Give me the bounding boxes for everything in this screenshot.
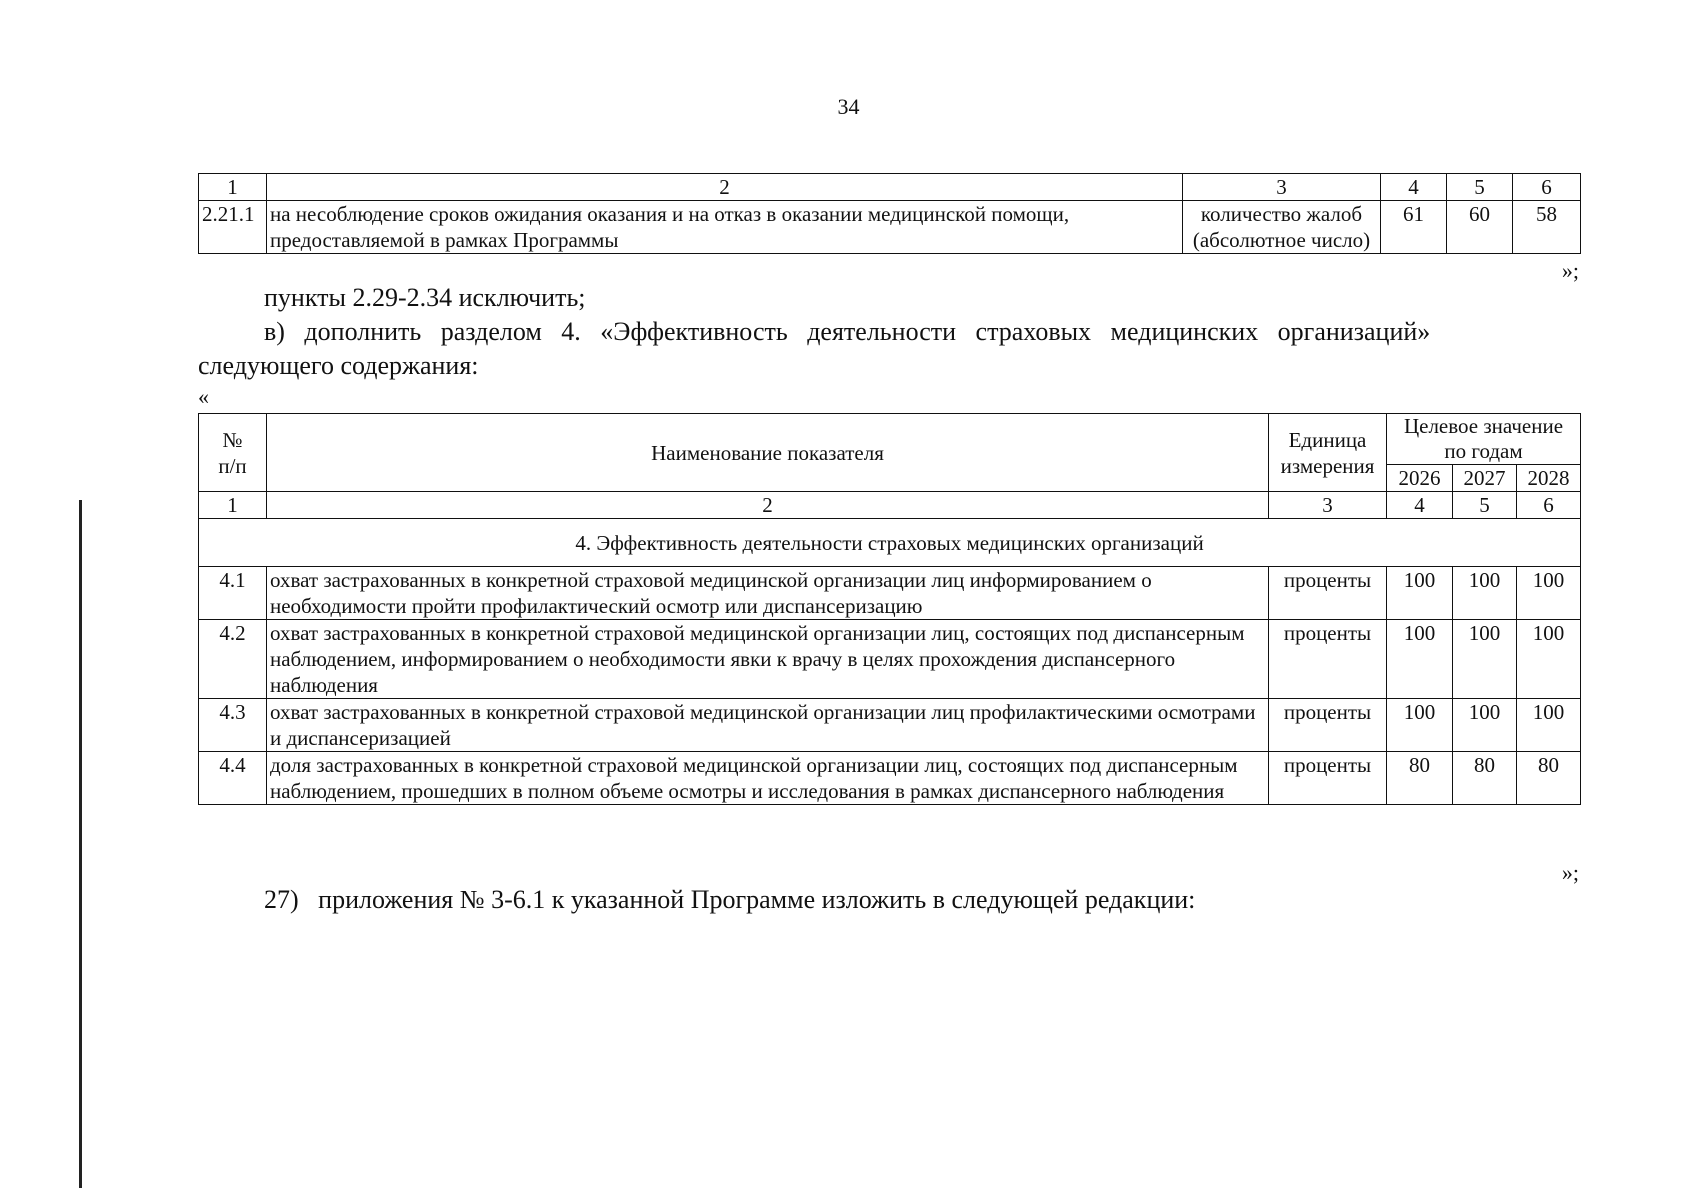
- header-num-line: №: [222, 427, 243, 452]
- header-name: Наименование показателя: [267, 414, 1269, 492]
- row-unit: проценты: [1269, 752, 1387, 805]
- row-value: 100: [1517, 620, 1581, 699]
- row-name: [267, 201, 1183, 254]
- row-value: 61: [1381, 201, 1447, 254]
- header-num-line: п/п: [218, 453, 247, 478]
- row-number: 4.1: [199, 567, 267, 620]
- row-value: 100: [1517, 699, 1581, 752]
- row-value: 80: [1387, 752, 1453, 805]
- header-year: 2028: [1517, 465, 1581, 492]
- table-row: [199, 752, 1581, 805]
- row-value: 100: [1453, 620, 1517, 699]
- table-row: [199, 567, 1581, 620]
- row-unit: [1183, 201, 1381, 254]
- row-unit: проценты: [1269, 699, 1387, 752]
- closing-quote: »;: [1561, 258, 1579, 283]
- section-title: 4. Эффективность деятельности страховых медицинских организаций: [199, 519, 1581, 567]
- row-value: 80: [1453, 752, 1517, 805]
- col-index: 2: [267, 492, 1269, 519]
- col-index: 2: [267, 174, 1183, 201]
- col-index: 6: [1517, 492, 1581, 519]
- row-value: 100: [1517, 567, 1581, 620]
- row-name: охват застрахованных в конкретной страховой медицинской организации лиц информированием о необходимости пройти профилактический осмотр или диспансеризацию: [267, 567, 1269, 620]
- row-name: охват застрахованных в конкретной страховой медицинской организации лиц, состоящих под диспансерным наблюдением, информированием о необходимости явки к врачу в целях прохождения диспансерного наблюдения: [267, 620, 1269, 699]
- row-unit-line: количество жалоб: [1200, 202, 1363, 226]
- row-unit: проценты: [1269, 567, 1387, 620]
- header-target: [1387, 414, 1581, 465]
- paragraph-line: пункты 2.29-2.34 исключить;: [264, 283, 586, 312]
- header-unit-line: Единица: [1288, 427, 1367, 452]
- row-name: доля застрахованных в конкретной страховой медицинской организации лиц, состоящих под диспансерным наблюдением, прошедших в полном объеме осмотры и исследования в рамках диспансерного наблюдения: [267, 752, 1269, 805]
- row-unit: проценты: [1269, 620, 1387, 699]
- row-value: 100: [1453, 567, 1517, 620]
- col-index: 1: [199, 492, 267, 519]
- page-number: 34: [837, 94, 860, 119]
- row-number: 2.21.1: [199, 201, 267, 254]
- table-header-row: [199, 414, 1581, 465]
- header-year: 2026: [1387, 465, 1453, 492]
- header-unit-line: измерения: [1280, 453, 1375, 478]
- col-index: 4: [1387, 492, 1453, 519]
- closing-quote: »;: [1561, 860, 1579, 885]
- paragraph-line: в) дополнить разделом 4. «Эффективность деятельности страховых медицинских организаций»: [264, 317, 1431, 346]
- row-value: 60: [1447, 201, 1513, 254]
- row-value: 100: [1453, 699, 1517, 752]
- opening-quote: «: [198, 384, 209, 409]
- final-paragraph: 27) приложения № 3-6.1 к указанной Программе изложить в следующей редакции:: [264, 885, 1196, 914]
- section-title-row: [199, 519, 1581, 567]
- row-value: 100: [1387, 620, 1453, 699]
- row-value: 58: [1513, 201, 1581, 254]
- col-index: 3: [1183, 174, 1381, 201]
- row-value: 80: [1517, 752, 1581, 805]
- table-row: [199, 620, 1581, 699]
- row-name-line: на несоблюдение сроков ожидания оказания и на отказ в оказании медицинской помощи,: [270, 202, 1070, 226]
- indicators-table-continued: [198, 173, 1581, 254]
- header-target-line: по годам: [1444, 439, 1523, 463]
- row-name: охват застрахованных в конкретной страховой медицинской организации лиц профилактическими осмотрами и диспансеризацией: [267, 699, 1269, 752]
- header-num: [199, 414, 267, 492]
- index-row: [199, 492, 1581, 519]
- scan-margin-line: [79, 500, 82, 1188]
- col-index: 1: [199, 174, 267, 201]
- row-number: 4.2: [199, 620, 267, 699]
- col-index: 4: [1381, 174, 1447, 201]
- row-unit-line: (абсолютное число): [1192, 228, 1371, 252]
- col-index: 6: [1513, 174, 1581, 201]
- col-index: 5: [1453, 492, 1517, 519]
- row-name-line: предоставляемой в рамках Программы: [270, 228, 619, 252]
- col-index: 3: [1269, 492, 1387, 519]
- table-row: [199, 201, 1581, 254]
- row-number: 4.4: [199, 752, 267, 805]
- paragraph-line: следующего содержания:: [198, 351, 479, 380]
- row-value: 100: [1387, 567, 1453, 620]
- table-header-row: [199, 174, 1581, 201]
- header-year: 2027: [1453, 465, 1517, 492]
- header-unit: [1269, 414, 1387, 492]
- row-number: 4.3: [199, 699, 267, 752]
- header-target-line: Целевое значение: [1403, 414, 1564, 438]
- table-row: [199, 699, 1581, 752]
- section-4-table: [198, 413, 1581, 805]
- col-index: 5: [1447, 174, 1513, 201]
- row-value: 100: [1387, 699, 1453, 752]
